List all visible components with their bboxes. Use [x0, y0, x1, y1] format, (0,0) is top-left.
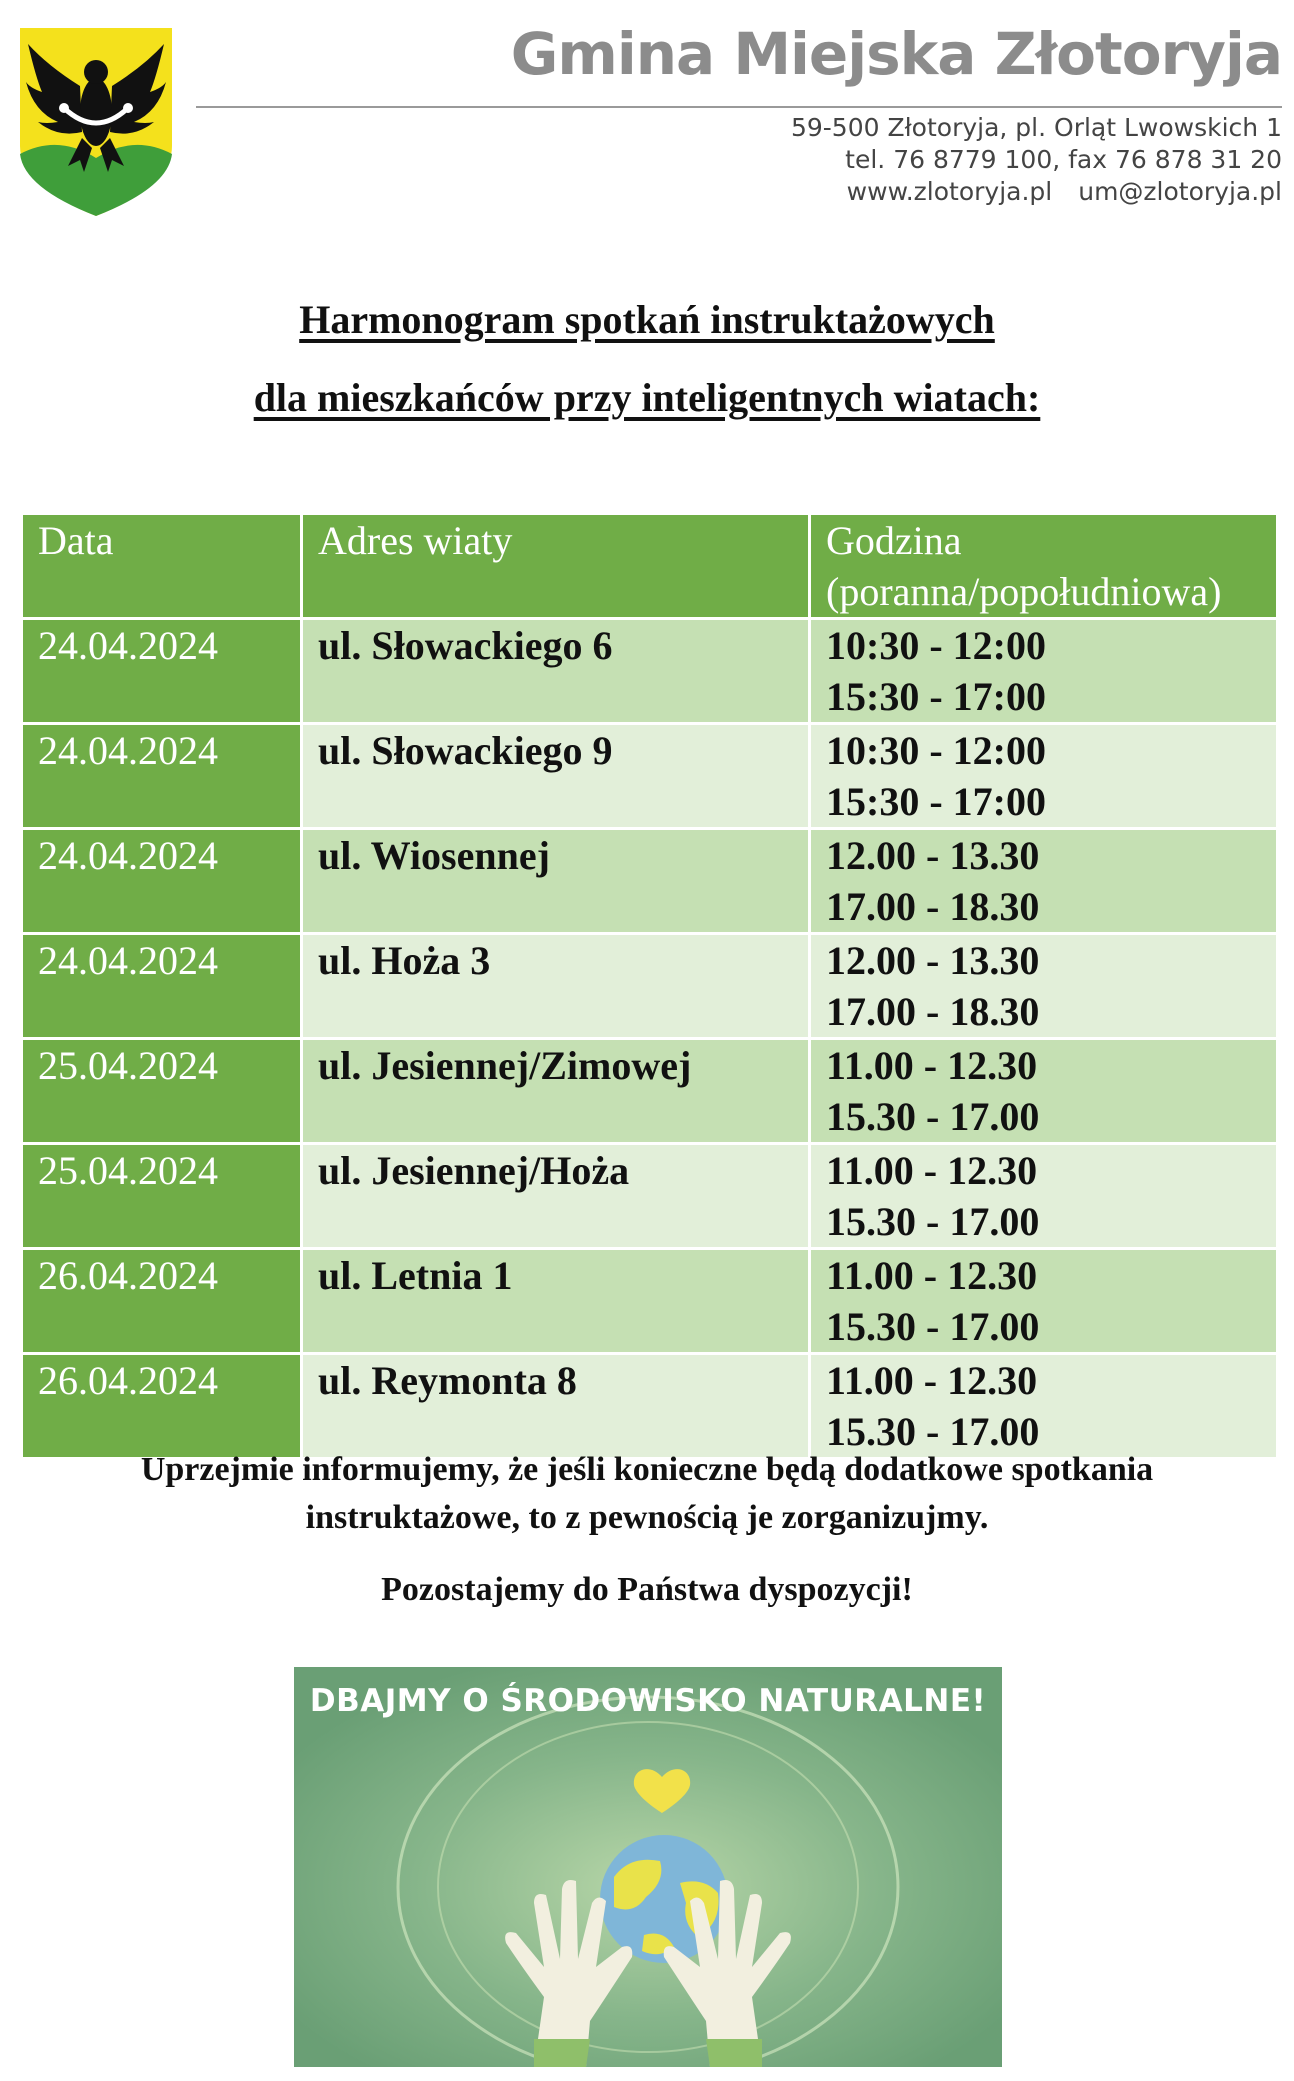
website-link[interactable]: www.zlotoryja.pl	[846, 177, 1053, 206]
schedule-table	[20, 512, 1279, 1460]
morning-slot: 11.00 - 12.30	[826, 1043, 1038, 1088]
row-date: 24.04.2024	[22, 724, 302, 829]
afternoon-slot: 15.30 - 17.00	[826, 1304, 1040, 1349]
header-divider	[196, 106, 1282, 108]
row-time	[810, 1354, 1278, 1459]
document-title-line2: dla mieszkańców przy inteligentnych wiatach:	[253, 375, 1041, 420]
row-date: 25.04.2024	[22, 1039, 302, 1144]
row-address: ul. Jesiennej/Zimowej	[302, 1039, 810, 1144]
afternoon-slot: 15:30 - 17:00	[826, 674, 1046, 719]
postal-address: 59-500 Złotoryja, pl. Orląt Lwowskich 1	[790, 113, 1282, 142]
row-time	[810, 1249, 1278, 1354]
row-address: ul. Wiosennej	[302, 829, 810, 934]
info-note-line2: instruktażowe, to z pewnością je zorganizujmy.	[305, 1499, 989, 1536]
row-time	[810, 1039, 1278, 1144]
header-time-label: Godzina	[826, 518, 962, 563]
header-time	[810, 514, 1278, 619]
morning-slot: 10:30 - 12:00	[826, 728, 1046, 773]
table-header-row	[22, 514, 1278, 619]
info-note-line1: Uprzejmie informujemy, że jeśli konieczne będą dodatkowe spotkania	[140, 1451, 1154, 1488]
globe-hands-illustration	[294, 1667, 1002, 2067]
row-address: ul. Jesiennej/Hoża	[302, 1144, 810, 1249]
morning-slot: 11.00 - 12.30	[826, 1253, 1038, 1298]
row-time	[810, 934, 1278, 1039]
morning-slot: 12.00 - 13.30	[826, 938, 1040, 983]
environment-banner	[294, 1667, 1002, 2067]
header-date: Data	[22, 514, 302, 619]
header-time-sub: (poranna/popołudniowa)	[826, 569, 1222, 614]
row-date: 26.04.2024	[22, 1249, 302, 1354]
row-time	[810, 1144, 1278, 1249]
row-time	[810, 724, 1278, 829]
afternoon-slot: 17.00 - 18.30	[826, 884, 1040, 929]
contact-block	[791, 112, 1282, 208]
row-date: 24.04.2024	[22, 829, 302, 934]
row-address: ul. Letnia 1	[302, 1249, 810, 1354]
row-time	[810, 619, 1278, 724]
row-address: ul. Reymonta 8	[302, 1354, 810, 1459]
morning-slot: 12.00 - 13.30	[826, 833, 1040, 878]
info-note	[0, 1446, 1294, 1542]
web-contacts	[791, 176, 1282, 208]
row-date: 26.04.2024	[22, 1354, 302, 1459]
afternoon-slot: 17.00 - 18.30	[826, 989, 1040, 1034]
email-link[interactable]: um@zlotoryja.pl	[1078, 177, 1282, 206]
afternoon-slot: 15.30 - 17.00	[826, 1199, 1040, 1244]
table-row	[22, 1039, 1278, 1144]
morning-slot: 10:30 - 12:00	[826, 623, 1046, 668]
table-row	[22, 1354, 1278, 1459]
organization-name: Gmina Miejska Złotoryja	[510, 20, 1282, 88]
row-date: 24.04.2024	[22, 619, 302, 724]
morning-slot: 11.00 - 12.30	[826, 1358, 1038, 1403]
row-address: ul. Słowackiego 9	[302, 724, 810, 829]
table-row	[22, 934, 1278, 1039]
morning-slot: 11.00 - 12.30	[826, 1148, 1038, 1193]
table-row	[22, 1249, 1278, 1354]
row-time	[810, 829, 1278, 934]
banner-heading: DBAJMY O ŚRODOWISKO NATURALNE!	[309, 1683, 987, 1719]
header-address: Adres wiaty	[302, 514, 810, 619]
afternoon-slot: 15:30 - 17:00	[826, 779, 1046, 824]
table-row	[22, 1144, 1278, 1249]
table-row	[22, 619, 1278, 724]
afternoon-slot: 15.30 - 17.00	[826, 1094, 1040, 1139]
row-address: ul. Hoża 3	[302, 934, 810, 1039]
afternoon-slot: 15.30 - 17.00	[826, 1409, 1040, 1454]
phone-fax: tel. 76 8779 100, fax 76 878 31 20	[845, 145, 1282, 174]
coat-of-arms-logo	[18, 26, 174, 218]
closing-note: Pozostajemy do Państwa dyspozycji!	[381, 1571, 913, 1608]
table-row	[22, 724, 1278, 829]
row-address: ul. Słowackiego 6	[302, 619, 810, 724]
row-date: 24.04.2024	[22, 934, 302, 1039]
document-title-line1: Harmonogram spotkań instruktażowych	[299, 297, 995, 342]
row-date: 25.04.2024	[22, 1144, 302, 1249]
table-row	[22, 829, 1278, 934]
